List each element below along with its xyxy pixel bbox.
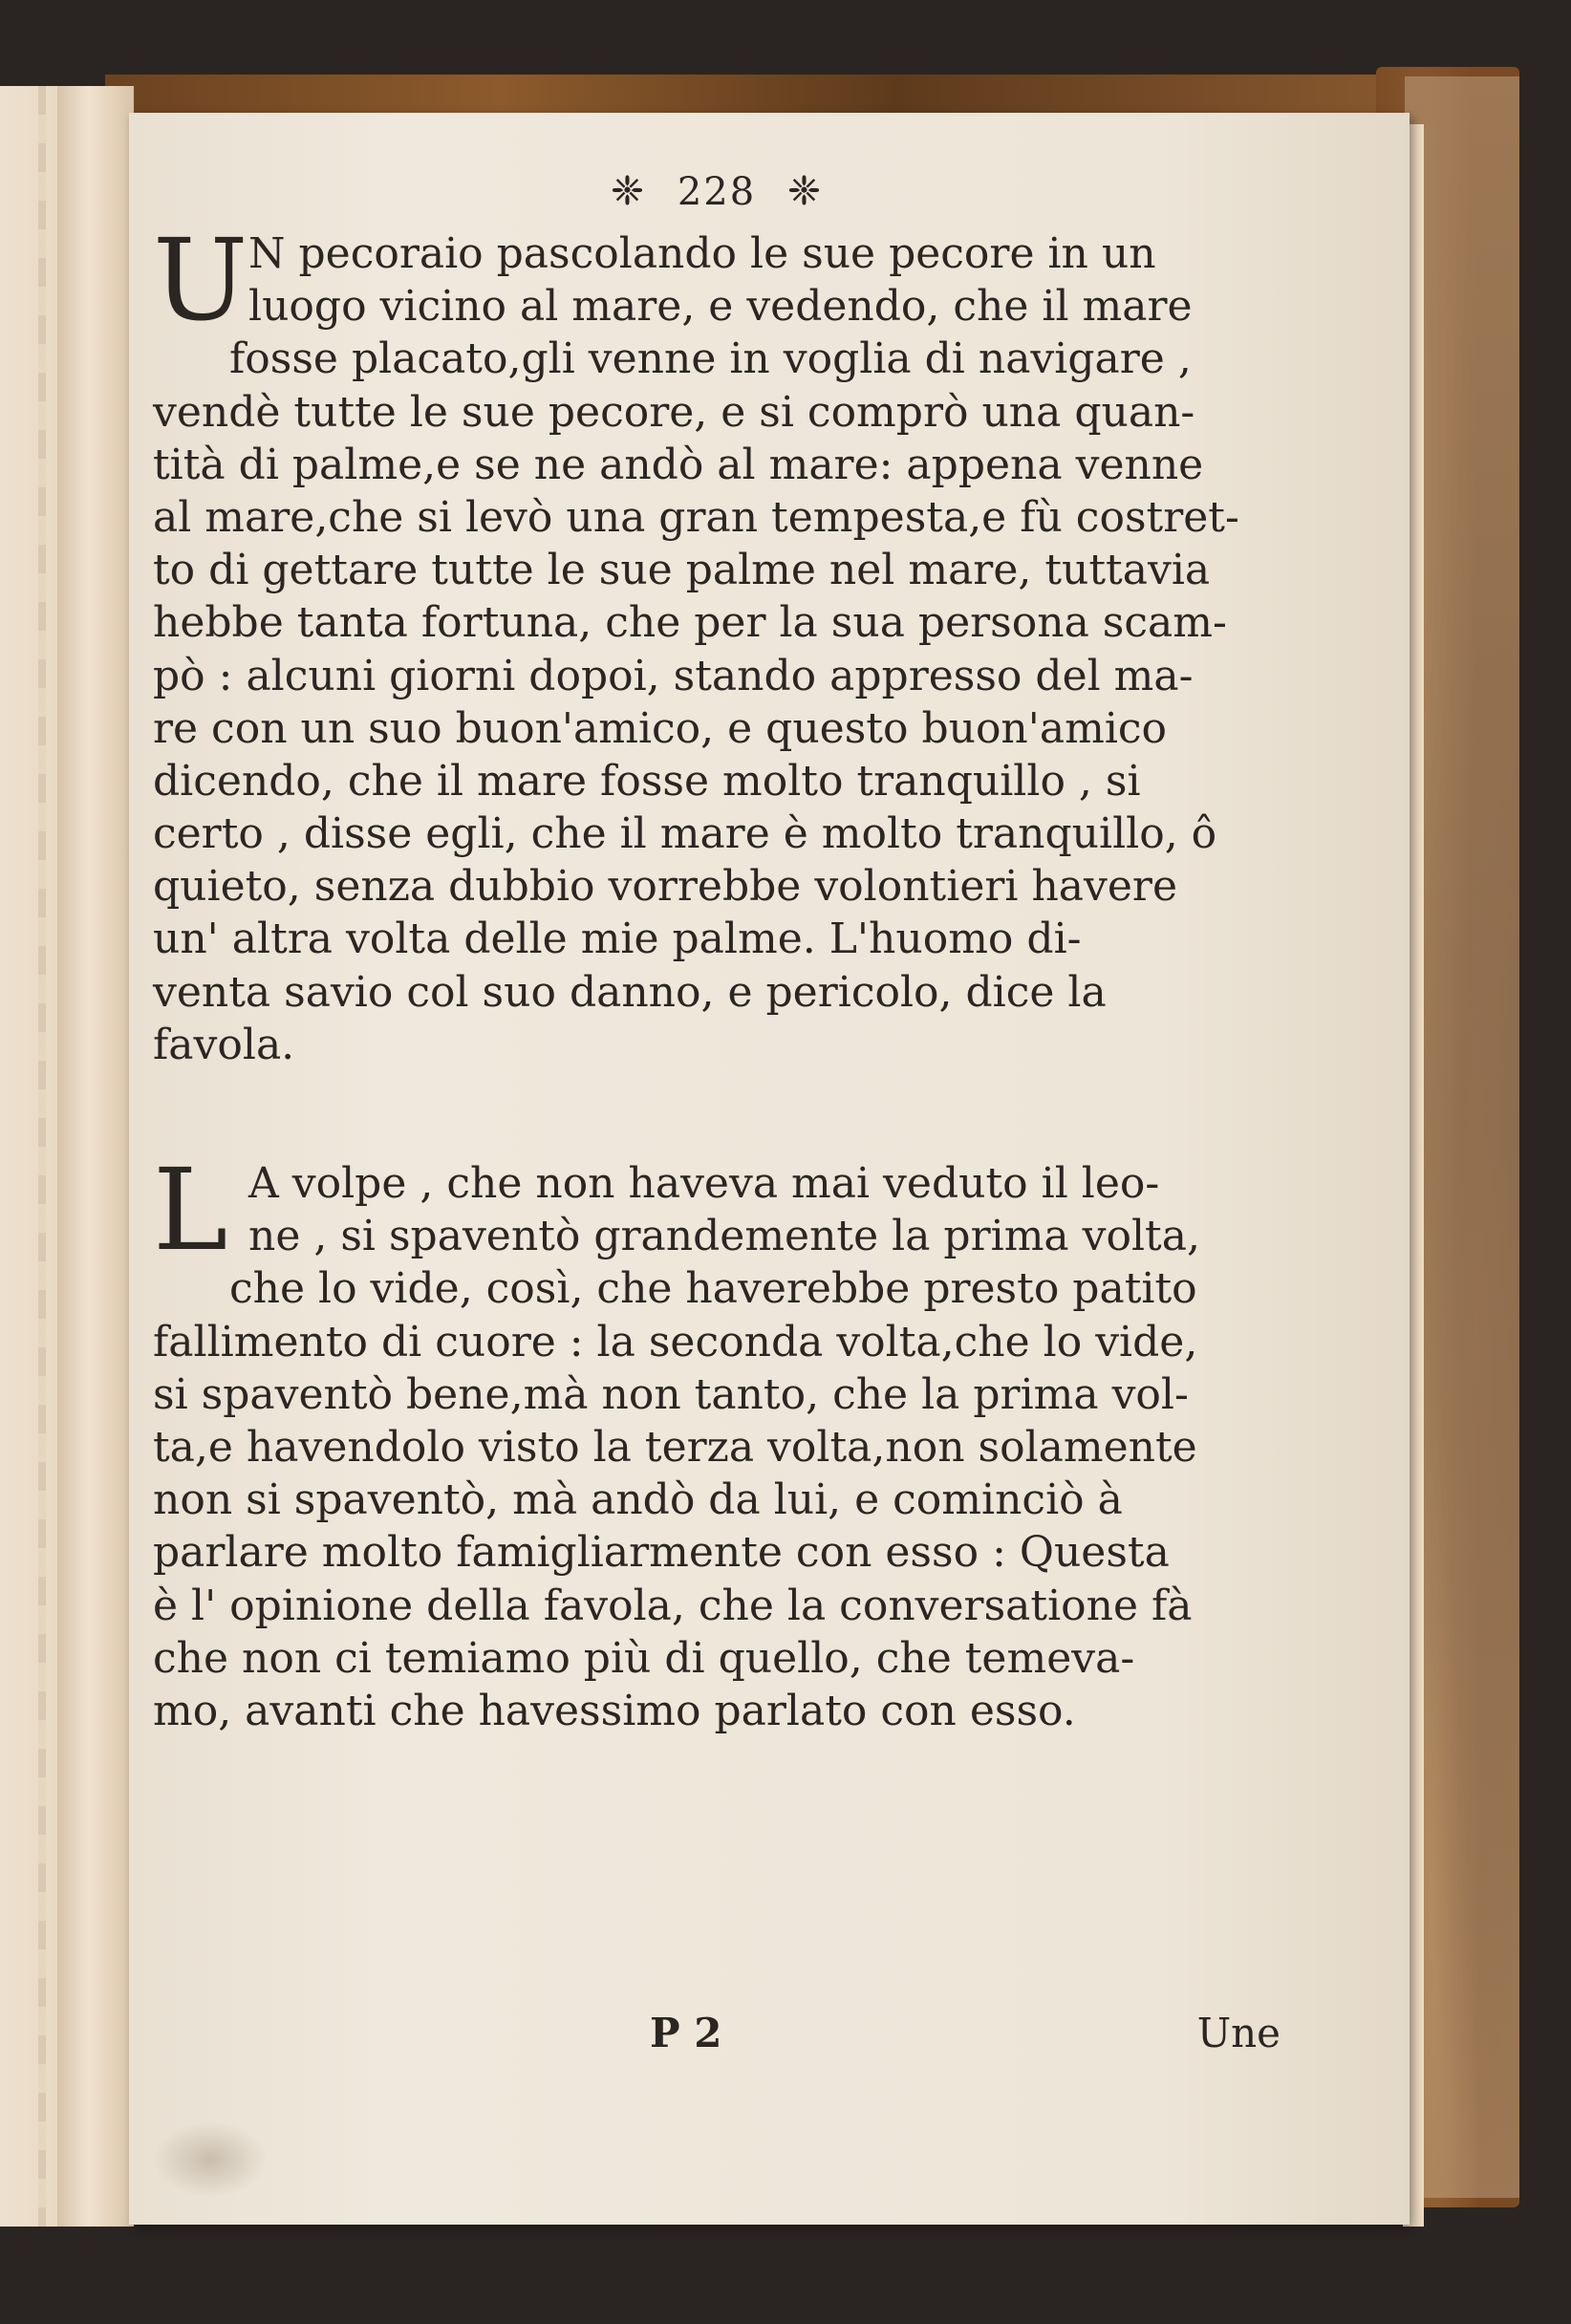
drop-cap: L <box>153 1144 228 1276</box>
fable-fox-lion <box>153 1144 1280 1737</box>
text-line: luogo vicino al mare, e vedendo, che il mare <box>248 282 1193 332</box>
page-number: 228 <box>677 170 757 214</box>
text-line: vendè tutte le sue pecore, e si comprò una quan- <box>153 387 1195 437</box>
text-line: parlare molto famigliarmente con esso : Questa <box>153 1528 1170 1578</box>
text-line: si spaventò bene,mà non tanto, che la prima vol- <box>153 1369 1189 1419</box>
text-line: favola. <box>153 1020 295 1069</box>
text-line: pò : alcuni giorni dopoi, stando appresso del ma- <box>153 651 1194 700</box>
text-line: ta,e havendolo visto la terza volta,non solamente <box>153 1422 1197 1472</box>
text-line: quieto, senza dubbio vorrebbe volontieri havere <box>153 862 1177 912</box>
text-line: che lo vide, così, che haverebbe presto patito <box>229 1264 1197 1314</box>
ornament-left-icon: ❈ <box>610 167 647 214</box>
text-line: fallimento di cuore : la seconda volta,che lo vide, <box>153 1317 1198 1366</box>
text-line: che non ci temiamo più di quello, che temeva- <box>153 1633 1135 1683</box>
signature-mark: P 2 <box>650 2010 722 2056</box>
text-line: N pecoraio pascolando le sue pecore in un <box>248 229 1156 278</box>
ornament-right-icon: ❈ <box>786 167 824 214</box>
text-line: tità di palme,e se ne andò al mare: appena venne <box>153 440 1204 489</box>
fable-shepherd <box>153 214 1280 1071</box>
text-line: al mare,che si levò una gran tempesta,e fù costret- <box>153 492 1239 542</box>
text-line: hebbe tanta fortuna, che per la sua persona scam- <box>153 598 1227 648</box>
text-line: non si spaventò, mà andò da lui, e cominciò à <box>153 1475 1123 1525</box>
paper-stain <box>153 2121 268 2198</box>
text-line: ne , si spaventò grandemente la prima volta, <box>248 1212 1200 1261</box>
page-text <box>153 162 1280 1737</box>
text-line: fosse placato,gli venne in voglia di navigare , <box>229 334 1192 384</box>
facing-page-text-margin <box>38 86 46 2227</box>
drop-cap: U <box>153 214 248 346</box>
catchword: Une <box>1196 2010 1280 2056</box>
text-line: è l' opinione della favola, che la conversatione fà <box>153 1581 1193 1630</box>
text-line: dicendo, che il mare fosse molto tranquillo , si <box>153 756 1141 806</box>
text-line: to di gettare tutte le sue palme nel mare, tuttavia <box>153 546 1211 595</box>
page-header <box>153 162 1280 220</box>
page-footer <box>153 2005 1280 2062</box>
text-line: certo , disse egli, che il mare è molto tranquillo, ô <box>153 809 1217 859</box>
text-line: A volpe , che non haveva mai veduto il leo- <box>248 1159 1160 1208</box>
text-line: un' altra volta delle mie palme. L'huomo di- <box>153 915 1082 964</box>
text-line: re con un suo buon'amico, e questo buon'amico <box>153 703 1168 753</box>
book-gutter <box>57 86 134 2227</box>
text-line: venta savio col suo danno, e pericolo, dice la <box>153 967 1107 1017</box>
text-line: mo, avanti che havessimo parlato con esso. <box>153 1686 1076 1735</box>
